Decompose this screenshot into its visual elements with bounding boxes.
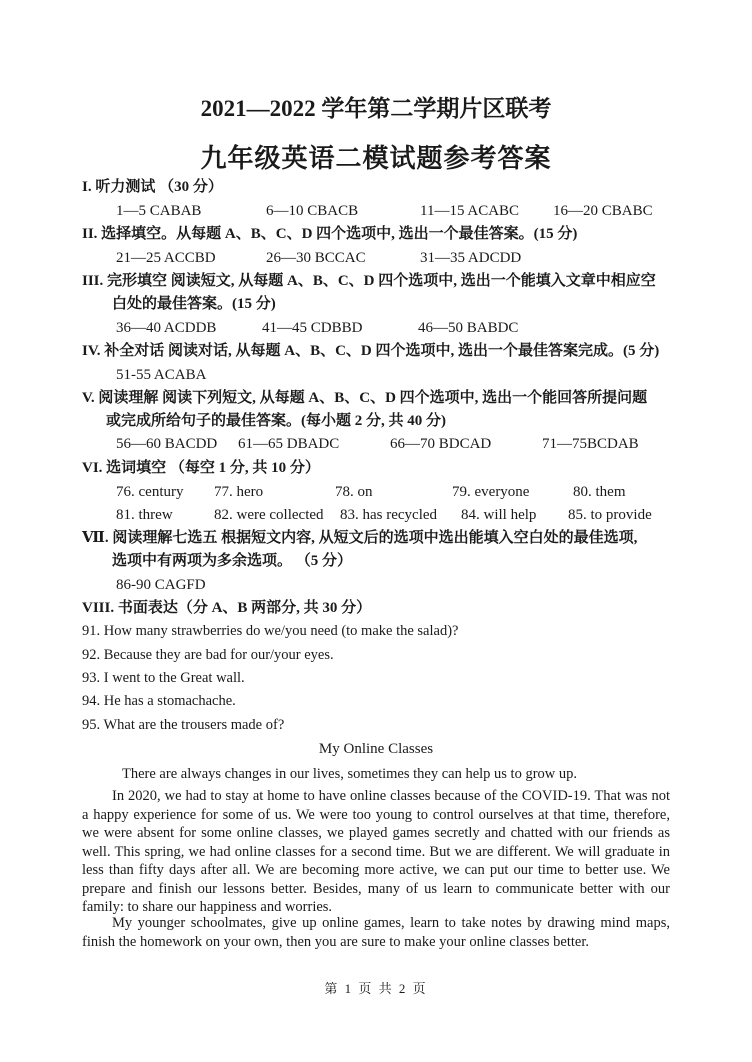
section-3-header-cont: 白处的最佳答案。(15 分) (112, 296, 276, 312)
essay-title: My Online Classes (318, 741, 434, 757)
section-2-header: II. 选择填空。从每题 A、B、C、D 四个选项中, 选出一个最佳答案。(15 分) (82, 226, 578, 242)
answer-group: 1—5 CABAB (116, 203, 202, 219)
essay-paragraph: There are always changes in our lives, sometimes they can help us to grow up. (122, 766, 578, 782)
answer-item: 84. will help (461, 507, 537, 523)
answer-group: 86-90 CAGFD (116, 577, 206, 593)
answer-item: 82. were collected (214, 507, 324, 523)
question-answer: 94. He has a stomachache. (82, 693, 236, 709)
answer-item: 80. them (573, 484, 626, 500)
document-title: 2021—2022 学年第二学期片区联考 (200, 96, 552, 121)
page-number: 第 1 页 共 2 页 (324, 981, 428, 996)
answer-group: 41—45 CDBBD (262, 320, 363, 336)
answer-group: 26—30 BCCAC (266, 250, 366, 266)
answer-group: 11—15 ACABC (420, 203, 520, 219)
section-4-header: IV. 补全对话 阅读对话, 从每题 A、B、C、D 四个选项中, 选出一个最佳答案完成。(5 分) (82, 343, 660, 359)
question-answer: 92. Because they are bad for our/your eyes. (82, 647, 334, 663)
answer-group: 31—35 ADCDD (420, 250, 522, 266)
question-answer: 95. What are the trousers made of? (82, 717, 285, 733)
answer-group: 21—25 ACCBD (116, 250, 216, 266)
answer-item: 77. hero (214, 484, 264, 500)
answer-group: 61—65 DBADC (238, 436, 340, 452)
section-8-header: VIII. 书面表达（分 A、B 两部分, 共 30 分） (82, 600, 372, 616)
answer-item: 78. on (335, 484, 373, 500)
question-answer: 93. I went to the Great wall. (82, 670, 245, 686)
answer-item: 79. everyone (452, 484, 530, 500)
question-answer: 91. How many strawberries do we/you need (to make the salad)? (82, 623, 459, 639)
section-7-header-cont: 选项中有两项为多余选项。 （5 分） (112, 553, 353, 569)
answer-group: 71—75BCDAB (542, 436, 639, 452)
essay-paragraph: My younger schoolmates, give up online games, learn to take notes by drawing mind maps, finish the homework on your own, then you are sure to make your online classes better. (82, 915, 670, 950)
answer-group: 46—50 BABDC (418, 320, 519, 336)
section-5-header: V. 阅读理解 阅读下列短文, 从每题 A、B、C、D 四个选项中, 选出一个能回答所提问题 (82, 390, 648, 406)
section-7-header: Ⅶ. 阅读理解七选五 根据短文内容, 从短文后的选项中选出能填入空白处的最佳选项, (82, 530, 638, 546)
answer-group: 36—40 ACDDB (116, 320, 217, 336)
answer-group: 66—70 BDCAD (390, 436, 492, 452)
answer-group: 16—20 CBABC (553, 203, 653, 219)
document-subtitle: 九年级英语二模试题参考答案 (200, 144, 552, 173)
answer-item: 81. threw (116, 507, 173, 523)
essay-paragraph: In 2020, we had to stay at home to have online classes because of the COVID-19. That was not a happy experience for some of us. We were too young to control ourselves at that time, therefore, we were absent for some online classes, we played games secretly and chatted with our friends as well. This spring, we had online classes for a second time. But we are different. We will graduate in less than fifty days after all. We are becoming more active, we can put our time to better use. We prepare and finish our lessons better. Besides, many of us learn to communicate better with our family: to share our happiness and worries. (82, 788, 670, 915)
answer-item: 83. has recycled (340, 507, 438, 523)
answer-group: 56—60 BACDD (116, 436, 218, 452)
section-1-header: I. 听力测试 （30 分） (82, 179, 223, 195)
section-5-header-cont: 或完成所给句子的最佳答案。(每小题 2 分, 共 40 分) (106, 413, 446, 429)
answer-item: 76. century (116, 484, 184, 500)
answer-group: 6—10 CBACB (266, 203, 359, 219)
section-3-header: III. 完形填空 阅读短文, 从每题 A、B、C、D 四个选项中, 选出一个能填入文章中相应空 (82, 273, 656, 289)
section-6-header: VI. 选词填空 （每空 1 分, 共 10 分） (82, 460, 320, 476)
answer-item: 85. to provide (568, 507, 652, 523)
answer-group: 51-55 ACABA (116, 367, 207, 383)
